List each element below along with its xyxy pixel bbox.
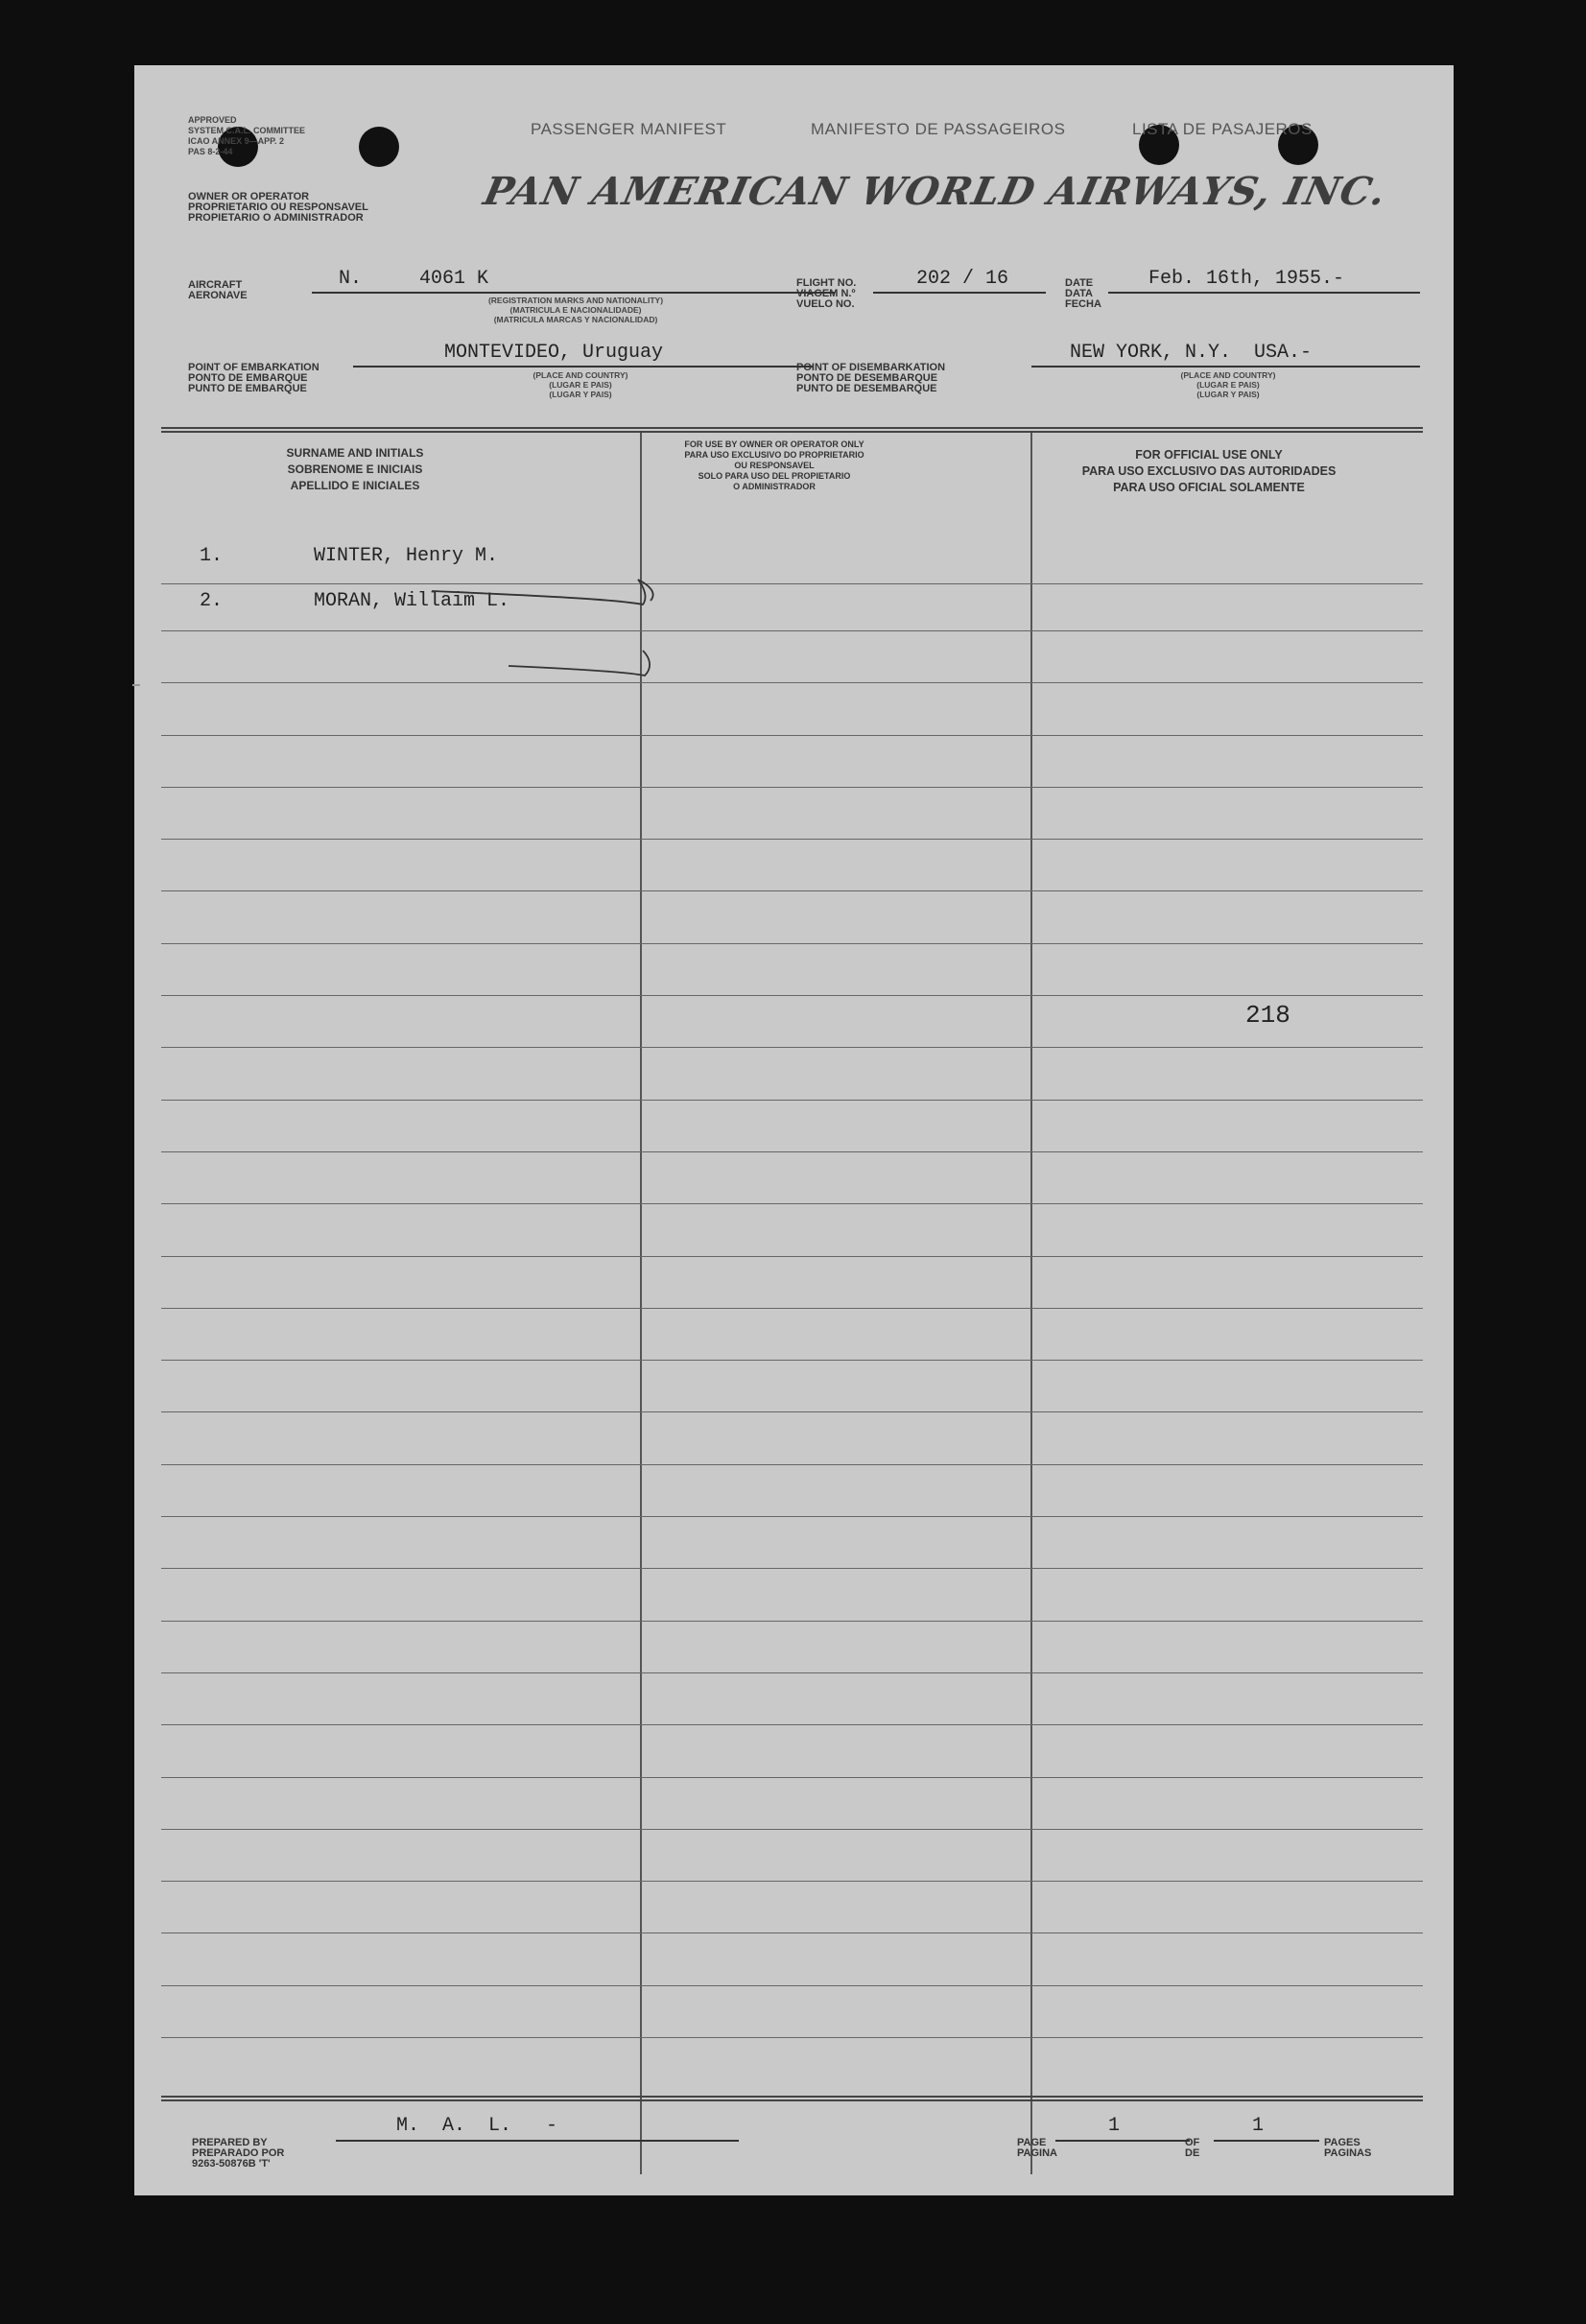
total-pages: 1 bbox=[1252, 2115, 1265, 2137]
embarkation-place: MONTEVIDEO, Uruguay bbox=[444, 342, 664, 364]
ruled-line bbox=[161, 1985, 1423, 1986]
header-rule bbox=[161, 427, 1423, 429]
operator-column-header: FOR USE BY OWNER OR OPERATOR ONLY PARA USO EXCLUSIVO DO PROPRIETARIO OU RESPONSAVEL SOLO PARA USO DEL PROPIETARIO O ADMINISTRADOR bbox=[684, 439, 864, 491]
flight-underline bbox=[873, 292, 1046, 294]
disembarkation-sub-label: (PLACE AND COUNTRY) (LUGAR E PAIS) (LUGAR Y PAIS) bbox=[1180, 370, 1276, 399]
ruled-line bbox=[161, 1411, 1423, 1412]
title-portuguese: MANIFESTO DE PASSAGEIROS bbox=[811, 120, 1066, 138]
handwritten-checkmarks bbox=[422, 507, 825, 708]
disembarkation-place: NEW YORK, N.Y. USA.- bbox=[1070, 342, 1313, 364]
date-label: DATE DATA FECHA bbox=[1065, 277, 1101, 310]
punch-hole bbox=[359, 127, 399, 167]
flight-number: 202 / 16 bbox=[916, 268, 1009, 290]
ruled-line bbox=[161, 1777, 1423, 1778]
ruled-line bbox=[161, 839, 1423, 840]
manifest-sheet bbox=[134, 65, 1454, 2195]
aircraft-sub-label: (REGISTRATION MARKS AND NATIONALITY) (MATRICULA E NACIONALIDADE) (MATRICULA MARCAS Y NACIONALIDAD) bbox=[487, 296, 664, 324]
date-underline bbox=[1108, 292, 1420, 294]
ruled-line bbox=[161, 1203, 1423, 1204]
ruled-line bbox=[161, 1151, 1423, 1152]
page-number: 1 bbox=[1108, 2115, 1121, 2137]
ruled-line bbox=[161, 1464, 1423, 1465]
ruled-line bbox=[161, 1881, 1423, 1882]
ruled-line bbox=[161, 1100, 1423, 1101]
passenger-name: WINTER, Henry M. bbox=[314, 545, 499, 567]
total-pages-underline bbox=[1214, 2140, 1319, 2142]
ruled-line bbox=[161, 1256, 1423, 1257]
passenger-name: MORAN, Willaim L. bbox=[314, 590, 510, 612]
ruled-line bbox=[161, 943, 1423, 944]
disembarkation-label: POINT OF DISEMBARKATION PONTO DE DESEMBARQUE PUNTO DE DESEMBARQUE bbox=[796, 362, 946, 394]
owner-label: OWNER OR OPERATOR PROPRIETARIO OU RESPONSAVEL PROPIETARIO O ADMINISTRADOR bbox=[188, 191, 368, 224]
header-rule bbox=[161, 431, 1423, 433]
page-underline bbox=[1055, 2140, 1190, 2142]
aircraft-label: AIRCRAFT AERONAVE bbox=[188, 279, 248, 301]
pages-label: PAGES PAGINAS bbox=[1324, 2137, 1372, 2159]
column-divider bbox=[1030, 433, 1032, 2174]
ruled-line bbox=[161, 1568, 1423, 1569]
passenger-number: 2. bbox=[200, 590, 224, 612]
footer-rule bbox=[161, 2096, 1423, 2098]
ruled-line bbox=[161, 1829, 1423, 1830]
names-column-header: SURNAME AND INITIALS SOBRENOME E INICIAIS APELLIDO E INICIALES bbox=[286, 446, 424, 492]
prepared-by-initials: M. A. L. - bbox=[396, 2115, 558, 2137]
ruled-line bbox=[161, 1308, 1423, 1309]
edge-mark bbox=[132, 684, 140, 686]
ruled-line bbox=[161, 735, 1423, 736]
aircraft-prefix: N. bbox=[339, 268, 363, 290]
prepared-by-underline bbox=[336, 2140, 739, 2142]
of-label: OF DE bbox=[1185, 2137, 1200, 2159]
page-label: PAGE PAGINA bbox=[1017, 2137, 1057, 2159]
title-spanish: LISTA DE PASAJEROS bbox=[1132, 120, 1313, 138]
official-column-header: FOR OFFICIAL USE ONLY PARA USO EXCLUSIVO DAS AUTORIDADES PARA USO OFICIAL SOLAMENTE bbox=[1081, 448, 1337, 494]
aircraft-registration: 4061 K bbox=[419, 268, 489, 290]
flight-date: Feb. 16th, 1955.- bbox=[1148, 268, 1345, 290]
embarkation-label: POINT OF EMBARKATION PONTO DE EMBARQUE PUNTO DE EMBARQUE bbox=[188, 362, 320, 394]
flight-label: FLIGHT NO. VIAGEM N.º VUELO NO. bbox=[796, 277, 857, 310]
embarkation-sub-label: (PLACE AND COUNTRY) (LUGAR E PAIS) (LUGAR Y PAIS) bbox=[533, 370, 628, 399]
ruled-line bbox=[161, 1621, 1423, 1622]
aircraft-underline bbox=[312, 292, 835, 294]
ruled-line bbox=[161, 1516, 1423, 1517]
embarkation-underline bbox=[353, 366, 814, 368]
ruled-line bbox=[161, 1360, 1423, 1361]
ruled-line bbox=[161, 995, 1423, 996]
prepared-by-label: PREPARED BY PREPARADO POR 9263-50876B 'T' bbox=[192, 2137, 285, 2170]
title-english: PASSENGER MANIFEST bbox=[531, 120, 727, 138]
ruled-line bbox=[161, 890, 1423, 891]
ruled-line bbox=[161, 1672, 1423, 1673]
approval-stamp: APPROVED SYSTEM C.A.L. COMMITTEE ICAO ANNEX 9—APP. 2 PAS 8-2-44 bbox=[188, 115, 306, 156]
disembarkation-underline bbox=[1031, 366, 1420, 368]
ruled-line bbox=[161, 787, 1423, 788]
ruled-line bbox=[161, 2037, 1423, 2038]
airline-name: PAN AMERICAN WORLD AIRWAYS, INC. bbox=[480, 169, 1391, 214]
official-note-number: 218 bbox=[1245, 1001, 1290, 1030]
ruled-line bbox=[161, 1724, 1423, 1725]
passenger-number: 1. bbox=[200, 545, 224, 567]
footer-rule bbox=[161, 2099, 1423, 2101]
ruled-line bbox=[161, 1047, 1423, 1048]
